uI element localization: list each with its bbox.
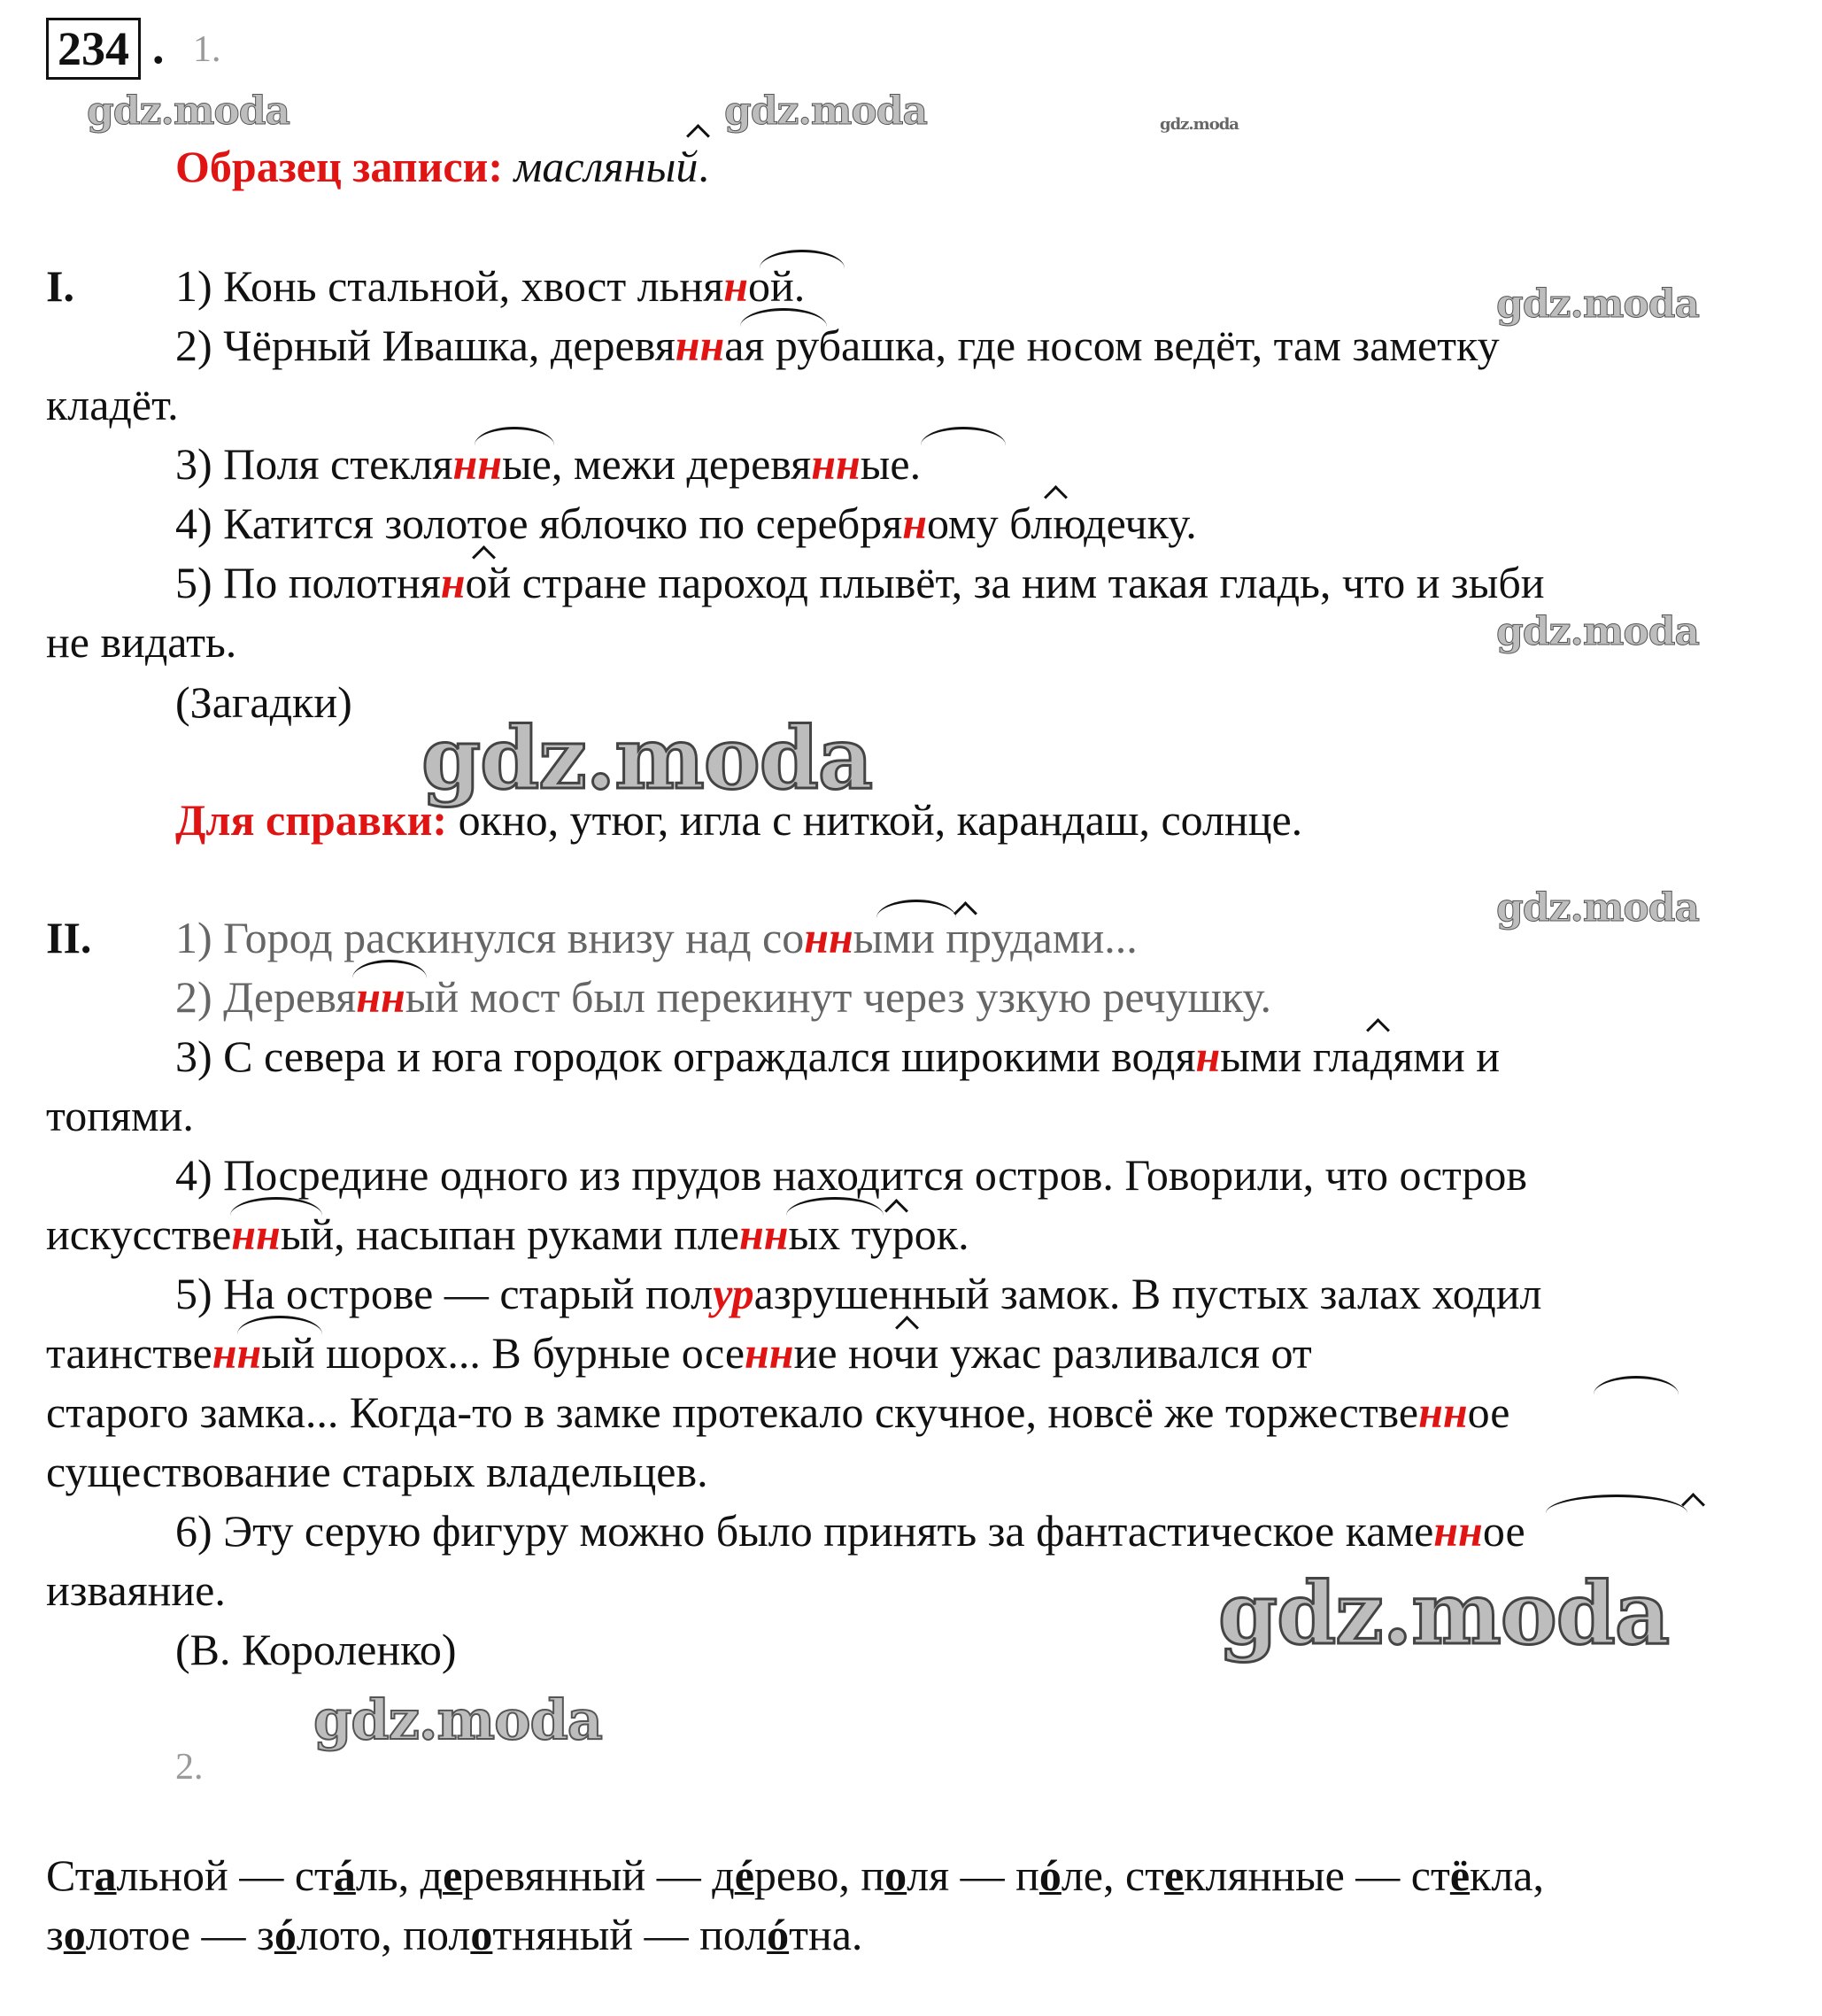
word-fragment: ля — п — [907, 1850, 1039, 1900]
root-mark-icon — [1045, 485, 1064, 505]
stressed-vowel: é — [734, 1850, 754, 1900]
watermark: gdz.moda — [1496, 282, 1700, 327]
watermark: gdz.moda — [421, 708, 873, 808]
root-mark-icon — [687, 124, 706, 143]
word-fragment: тняный — пол — [492, 1910, 768, 1959]
sentence-4: 4) Посредине одного из прудов находится остров. Говорили, что остров — [175, 1150, 1527, 1200]
root-mark-icon — [885, 1199, 905, 1218]
stress-check-line-1 — [46, 1846, 1790, 1905]
root-mark-icon — [896, 1316, 915, 1335]
stressed-vowel: а — [94, 1850, 117, 1900]
word-fragment: Ст — [46, 1850, 95, 1900]
part-1-label: 1. — [193, 29, 221, 70]
word-fragment: з — [46, 1910, 64, 1959]
sentence-6-cont: изваяние. — [46, 1565, 226, 1615]
sample-end: . — [698, 142, 709, 191]
sentence-5: 5) На острове — старый полуразрушенный замок. В пустых залах ходил — [175, 1269, 1542, 1318]
stress-check-line-2 — [46, 1905, 1790, 1965]
riddle-2: 2) Чёрный Ивашка, деревянная рубашка, где носом ведёт, там заметку — [175, 321, 1500, 370]
word-fragment: лото, пол — [296, 1910, 471, 1959]
riddle-5: 5) По полотняной стране пароход плывёт, за ним такая гладь, что и зыби — [175, 558, 1545, 607]
stressed-vowel: ó — [1038, 1850, 1062, 1900]
root-mark-icon — [473, 545, 492, 565]
stressed-vowel: о — [470, 1910, 493, 1959]
word-fragment: кла, — [1470, 1850, 1544, 1900]
stressed-vowel: е — [443, 1850, 463, 1900]
root-mark-icon — [1367, 1018, 1386, 1038]
watermark: gdz.moda — [1218, 1564, 1670, 1664]
sentence-5-cont-1: таинственный шорох... В бурные осенние ночи ужас разливался от — [46, 1328, 1312, 1378]
word-fragment: тна. — [789, 1910, 863, 1959]
root-arc — [760, 250, 845, 268]
root-mark-icon — [1682, 1493, 1702, 1512]
sentence-3: 3) С севера и юга городок ограждался широкими водяными гладями и — [175, 1031, 1500, 1081]
riddle-3: 3) Поля стеклянные, межи деревянные. — [175, 439, 922, 489]
reference-line: Для справки: окно, утюг, игла с ниткой, карандаш, солнце. — [175, 795, 1303, 845]
stressed-vowel: о — [63, 1910, 86, 1959]
stressed-vowel: á — [333, 1850, 356, 1900]
word-fragment: лотое — з — [85, 1910, 274, 1959]
stressed-vowel: ó — [767, 1910, 790, 1959]
part-2-label: 2. — [175, 1747, 204, 1788]
sentence-5-cont-2: старого замка... Когда-то в замке протекало скучное, новсё же торжественное — [46, 1387, 1510, 1437]
watermark: gdz.moda — [1496, 609, 1700, 654]
exercise-number: 234 — [46, 18, 141, 80]
watermark: gdz.moda — [1496, 885, 1700, 931]
riddles-source: (Загадки) — [175, 677, 352, 727]
sentence-4-cont: искусственный, насыпан руками пленных турок. — [46, 1209, 969, 1259]
stressed-vowel: ё — [1449, 1850, 1471, 1900]
watermark: gdz.moda — [724, 89, 928, 134]
riddle-2-cont: кладёт. — [46, 380, 179, 429]
word-fragment: рево, п — [753, 1850, 885, 1900]
stressed-vowel: ó — [274, 1910, 297, 1959]
word-fragment: ревянный — д — [462, 1850, 735, 1900]
sentence-5-cont-3: существование старых владельцев. — [46, 1447, 708, 1496]
word-fragment: ль, д — [355, 1850, 444, 1900]
sentences-source: (В. Короленко) — [175, 1625, 457, 1674]
sample-word: масляный — [513, 142, 699, 191]
riddle-5-cont: не видать. — [46, 617, 237, 667]
exercise-number-dot: . — [152, 20, 165, 73]
stressed-vowel: о — [884, 1850, 907, 1900]
sample-line — [175, 137, 709, 197]
word-fragment: ле, ст — [1061, 1850, 1165, 1900]
watermark: gdz.moda — [313, 1688, 602, 1752]
sentence-1: 1) Город раскинулся внизу над сонными прудами... — [175, 913, 1138, 962]
watermark: gdz.moda — [87, 89, 290, 134]
watermark: gdz.moda — [1160, 115, 1239, 134]
sample-label: Образец записи: — [175, 142, 503, 191]
root-arc — [876, 900, 956, 918]
riddle-1: 1) Конь стальной, хвост льняной. — [175, 261, 806, 311]
word-fragment: клянные — ст — [1184, 1850, 1450, 1900]
root-mark-icon — [954, 901, 974, 921]
riddle-4: 4) Катится золотое яблочко по серебряному блюдечку. — [175, 498, 1197, 548]
sentence-6: 6) Эту серую фигуру можно было принять за фантастическое каменное — [175, 1506, 1525, 1556]
section-2-label: II. — [46, 913, 92, 962]
section-1-label: I. — [46, 261, 74, 311]
sentence-3-cont: топями. — [46, 1091, 194, 1140]
stressed-vowel: е — [1164, 1850, 1185, 1900]
sentence-2: 2) Деревянный мост был перекинут через узкую речушку. — [175, 972, 1272, 1022]
word-fragment: льной — ст — [116, 1850, 334, 1900]
